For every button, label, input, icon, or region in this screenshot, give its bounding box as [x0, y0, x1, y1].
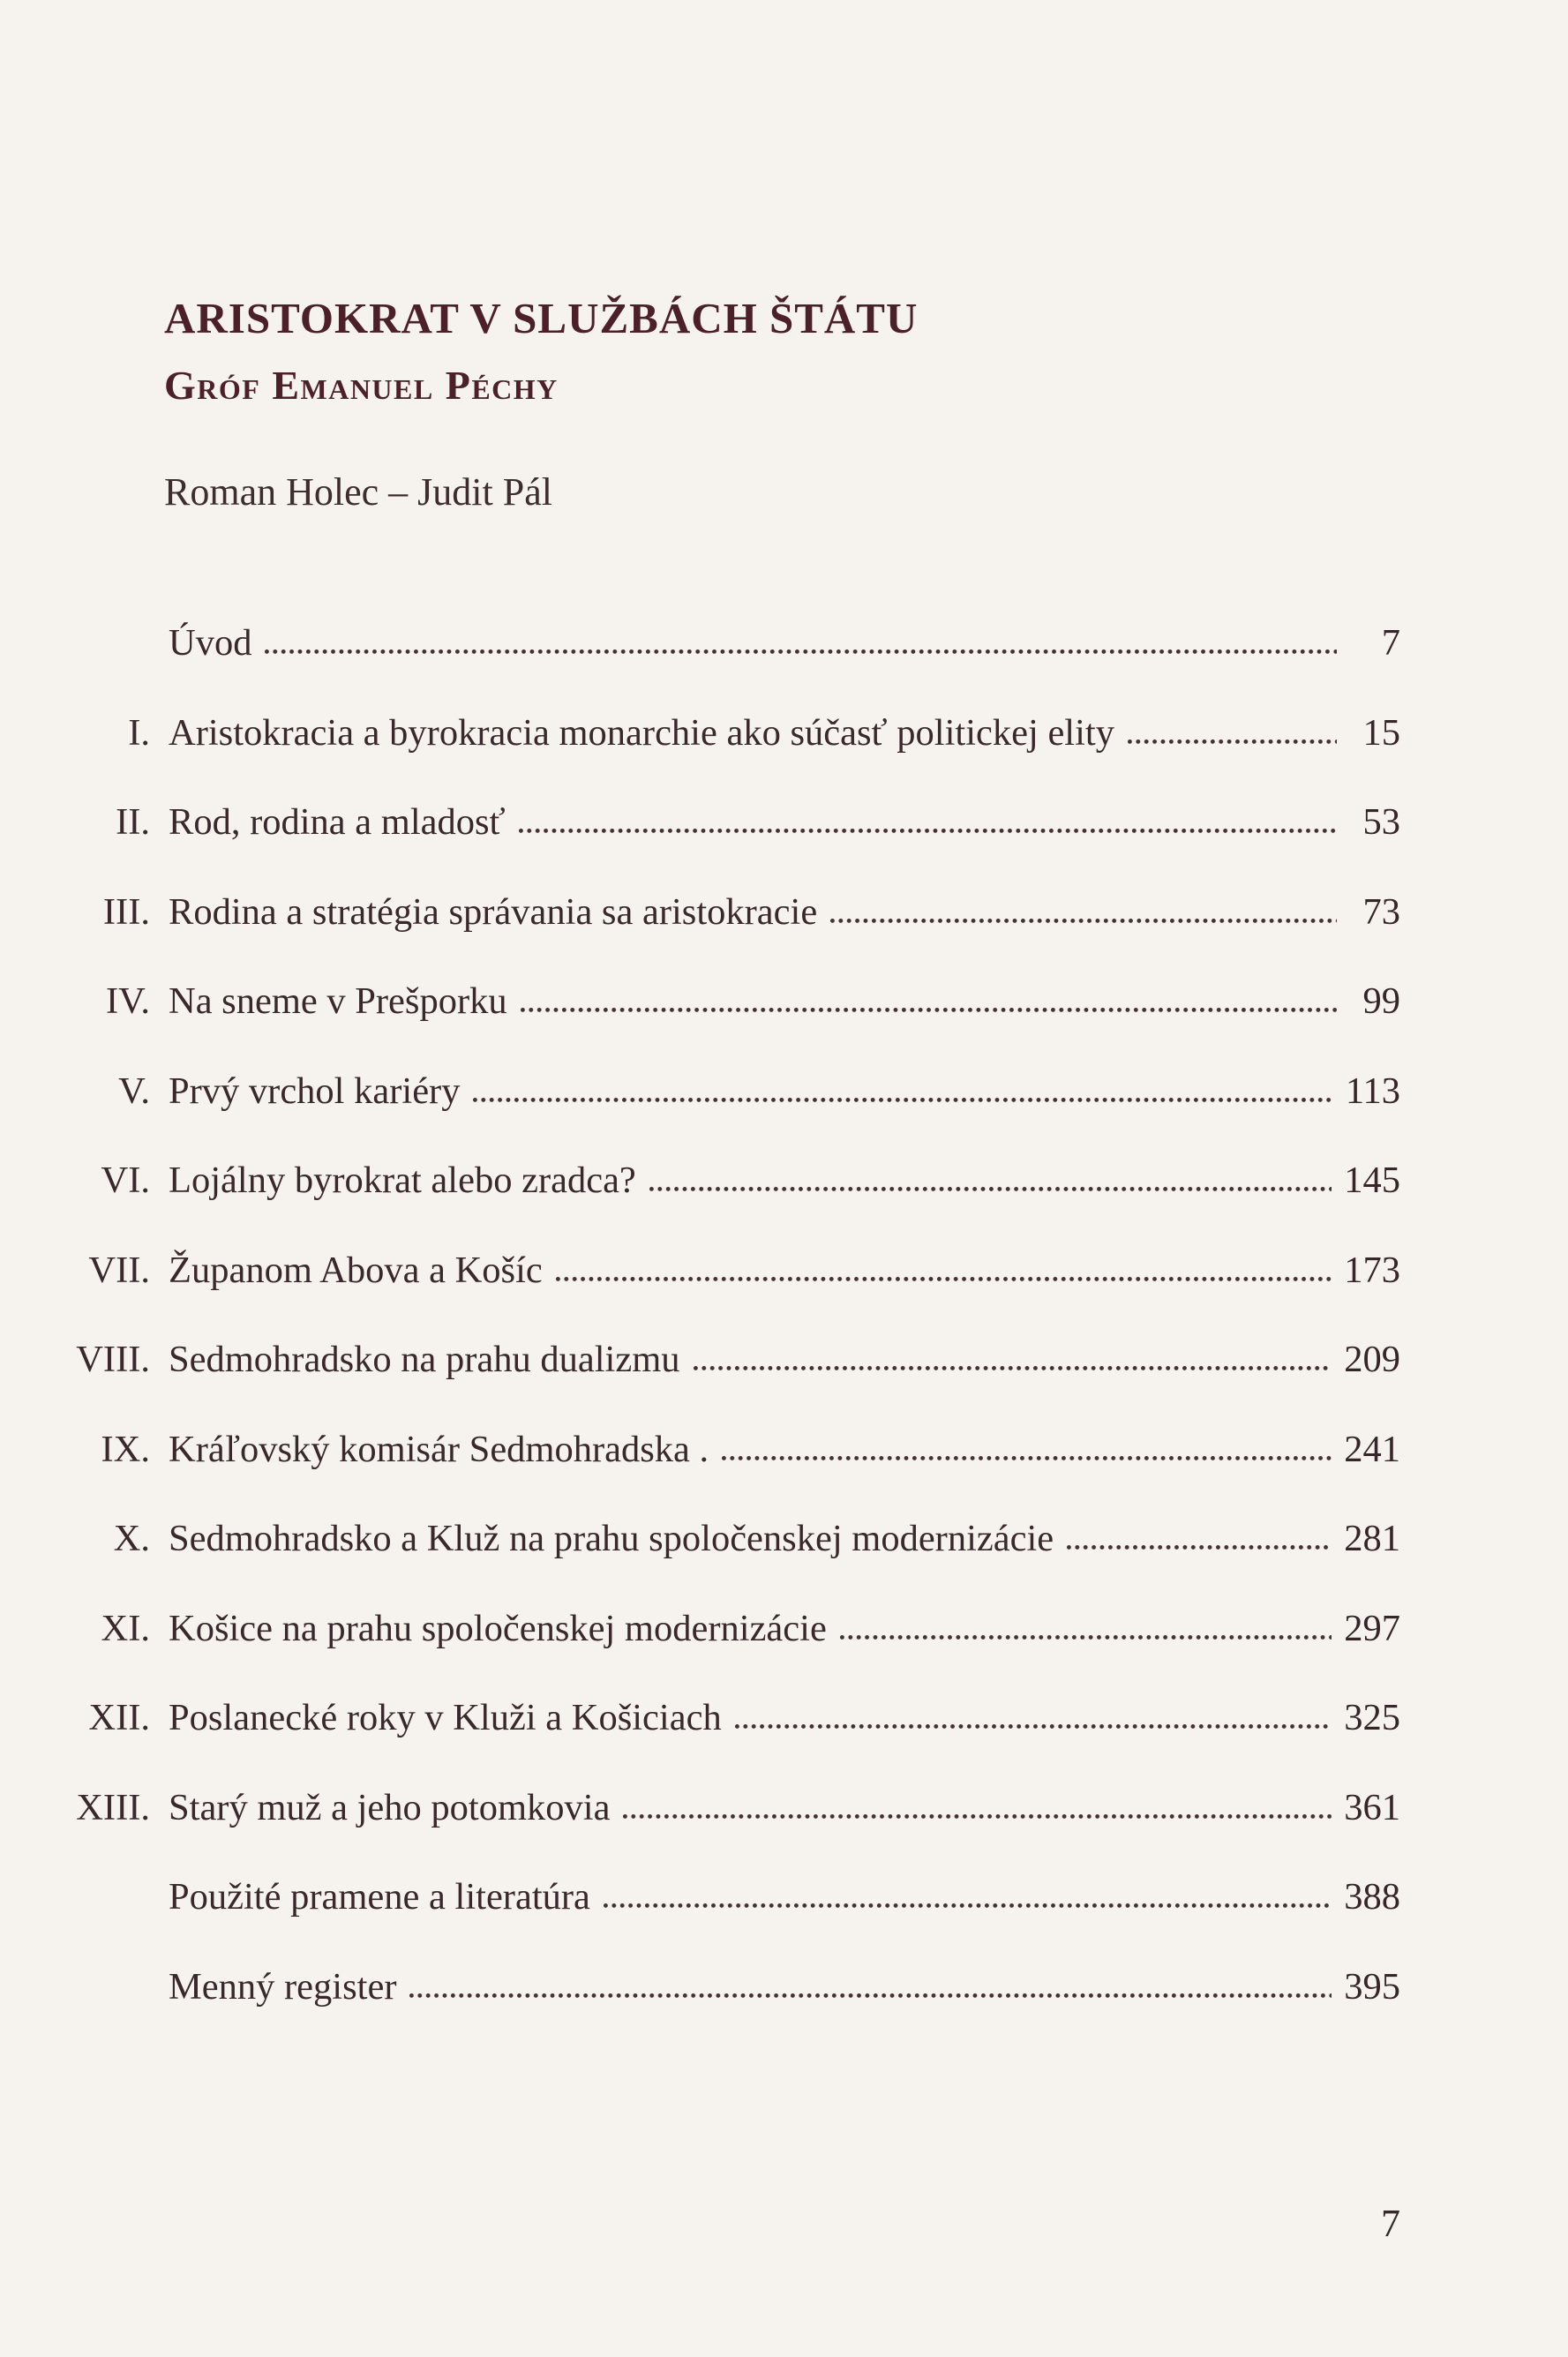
- toc-entry: [51, 688, 1400, 778]
- toc-entry-numeral: VII.: [88, 1249, 150, 1291]
- toc-entry: [51, 1226, 1400, 1316]
- dot-leader: [265, 649, 1337, 655]
- toc-entry: [51, 1942, 1400, 2032]
- toc-entry: [51, 1405, 1400, 1495]
- toc-entry-page: 145: [1344, 1160, 1400, 1201]
- toc-entry-title: Prvý vrchol kariéry: [169, 1070, 461, 1112]
- book-subtitle: Gróf Emanuel Péchy: [164, 363, 559, 408]
- toc-entry-numeral: X.: [113, 1518, 150, 1559]
- toc-entry-title: Úvod: [169, 622, 252, 664]
- toc-entry: [51, 1494, 1400, 1584]
- dot-leader: [722, 1455, 1332, 1461]
- toc-entry-page: 53: [1362, 801, 1400, 843]
- toc-entry-numeral: XIII.: [76, 1786, 150, 1828]
- toc-entry-title: Lojálny byrokrat alebo zradca?: [169, 1160, 636, 1201]
- toc-entry-page: 113: [1345, 1070, 1400, 1112]
- toc-entry-numeral: V.: [118, 1070, 150, 1112]
- toc-entry-numeral: I.: [128, 711, 150, 754]
- toc-entry-title: Županom Abova a Košíc: [169, 1249, 543, 1291]
- toc-entry-title: Starý muž a jeho potomkovia: [169, 1786, 611, 1828]
- dot-leader: [604, 1903, 1332, 1909]
- toc-entry-numeral: VI.: [101, 1160, 150, 1201]
- toc-entry-page: 361: [1344, 1786, 1400, 1828]
- dot-leader: [519, 828, 1337, 834]
- toc-entry-page: 7: [1381, 622, 1400, 664]
- table-of-contents: [51, 598, 1400, 2031]
- toc-entry-page: 173: [1344, 1249, 1400, 1291]
- toc-entry-title: Kráľovský komisár Sedmohradska .: [169, 1428, 709, 1470]
- toc-entry-title: Sedmohradsko a Kluž na prahu spoločenskej modernizácie: [169, 1518, 1054, 1559]
- toc-entry-title: Košice na prahu spoločenskej modernizácie: [169, 1607, 827, 1649]
- toc-entry-numeral: IX.: [101, 1428, 150, 1470]
- page-number: 7: [1381, 2202, 1400, 2245]
- dot-leader: [1067, 1544, 1332, 1550]
- toc-entry: [51, 1136, 1400, 1226]
- toc-entry: [51, 957, 1400, 1047]
- dot-leader: [735, 1723, 1332, 1730]
- toc-entry-page: 395: [1344, 1965, 1400, 2008]
- toc-entry-title: Sedmohradsko na prahu dualizmu: [169, 1339, 680, 1380]
- toc-entry-page: 281: [1344, 1518, 1400, 1559]
- toc-entry-page: 15: [1362, 711, 1400, 754]
- toc-entry-numeral: XII.: [88, 1697, 150, 1738]
- toc-entry-title: Poslanecké roky v Kluži a Košiciach: [169, 1697, 722, 1738]
- dot-leader: [1128, 739, 1337, 745]
- toc-entry: [51, 1315, 1400, 1405]
- toc-entry: [51, 598, 1400, 688]
- dot-leader: [840, 1634, 1332, 1640]
- toc-entry-numeral: VIII.: [76, 1339, 150, 1380]
- toc-entry: [51, 867, 1400, 957]
- toc-entry-numeral: XI.: [101, 1607, 150, 1649]
- toc-entry-numeral: III.: [102, 890, 150, 933]
- toc-entry-title: Aristokracia a byrokracia monarchie ako súčasť politickej elity: [169, 711, 1114, 754]
- toc-entry-page: 99: [1362, 980, 1400, 1022]
- toc-entry: [51, 1763, 1400, 1853]
- toc-entry-page: 297: [1344, 1607, 1400, 1649]
- dot-leader: [623, 1813, 1332, 1820]
- toc-entry-numeral: IV.: [106, 980, 150, 1022]
- toc-entry-title: Rodina a stratégia správania sa aristokracie: [169, 890, 818, 933]
- toc-entry: [51, 1047, 1400, 1137]
- book-authors: Roman Holec – Judit Pál: [164, 470, 552, 514]
- dot-leader: [521, 1007, 1337, 1013]
- toc-entry-title: Menný register: [169, 1965, 397, 2008]
- toc-entry-page: 73: [1362, 890, 1400, 933]
- toc-entry-page: 325: [1344, 1697, 1400, 1738]
- toc-entry-numeral: II.: [116, 801, 150, 843]
- dot-leader: [556, 1276, 1332, 1282]
- dot-leader: [830, 918, 1337, 924]
- toc-entry-page: 388: [1344, 1876, 1400, 1918]
- toc-entry-title: Použité pramene a literatúra: [169, 1876, 590, 1918]
- dot-leader: [694, 1365, 1332, 1371]
- toc-entry-page: 241: [1344, 1428, 1400, 1470]
- toc-entry: [51, 777, 1400, 867]
- toc-entry: [51, 1673, 1400, 1763]
- toc-entry: [51, 1852, 1400, 1942]
- toc-entry-title: Na sneme v Prešporku: [169, 980, 507, 1022]
- toc-entry: [51, 1584, 1400, 1674]
- dot-leader: [473, 1097, 1332, 1103]
- toc-entry-title: Rod, rodina a mladosť: [169, 801, 506, 843]
- book-title: ARISTOKRAT V SLUŽBÁCH ŠTÁTU: [164, 294, 919, 342]
- dot-leader: [649, 1186, 1332, 1192]
- toc-entry-page: 209: [1344, 1339, 1400, 1380]
- dot-leader: [409, 1993, 1332, 1999]
